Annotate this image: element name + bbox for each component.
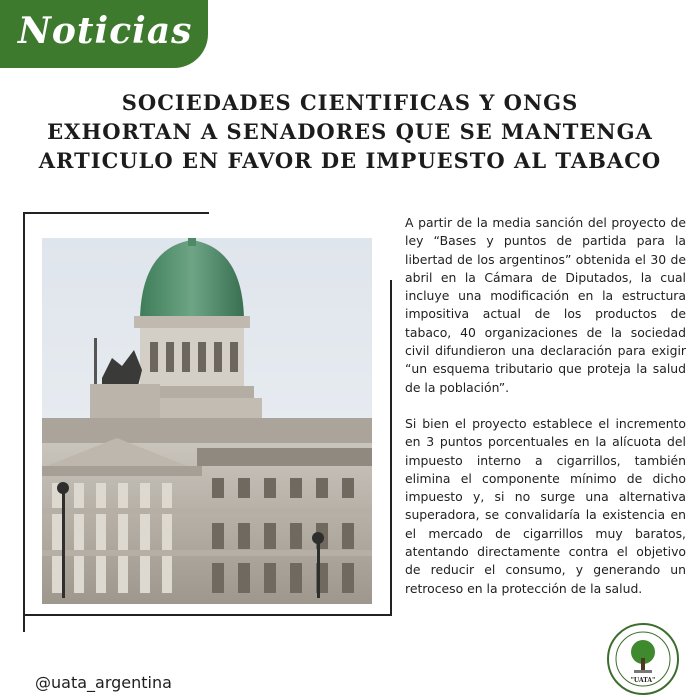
frame-line-left xyxy=(23,212,25,632)
section-tab xyxy=(0,0,208,68)
headline-line-3: ARTICULO EN FAVOR DE IMPUESTO AL TABACO xyxy=(38,148,662,173)
social-handle: @uata_argentina xyxy=(35,673,172,692)
headline-line-1: SOCIEDADES CIENTIFICAS Y ONGS xyxy=(121,90,579,115)
seal-text: "UATA" xyxy=(630,677,656,684)
frame-line-bottom xyxy=(25,614,392,616)
article-paragraph-1: A partir de la media sanción del proyecto de ley “Bases y puntos de partida para la libertad de los argentinos” obtenida el 30 de abril en la Cámara de Diputados, la cual incluye una modificación en la estructura impositiva actual de los productos de tabaco, 40 organizaciones de la sociedad civil difundieron una declaración para exigir “un esquema tributario que proteja la salud de la población”. xyxy=(405,215,686,395)
headline-line-2: EXHORTAN A SENADORES QUE SE MANTENGA xyxy=(47,119,653,144)
frame-line-top xyxy=(23,212,209,214)
uata-seal-logo xyxy=(606,622,680,696)
headline xyxy=(0,88,700,175)
section-tab-label: Noticias xyxy=(18,10,193,52)
article-paragraph-2: Si bien el proyecto establece el incremento en 3 puntos porcentuales en la alícuota del impuesto interno a cigarrillos, también elimina el componente mínimo de dicho impuesto y, si no surge una alternativa superadora, se convalidaría la existencia en el mercado de cigarrillos muy baratos, atentando directamente contra el objetivo de reducir el consumo, y generando un retroceso en la protección de la salud. xyxy=(405,415,686,596)
frame-line-right xyxy=(390,280,392,616)
article-body xyxy=(405,214,686,616)
congress-building-photo xyxy=(42,238,372,604)
